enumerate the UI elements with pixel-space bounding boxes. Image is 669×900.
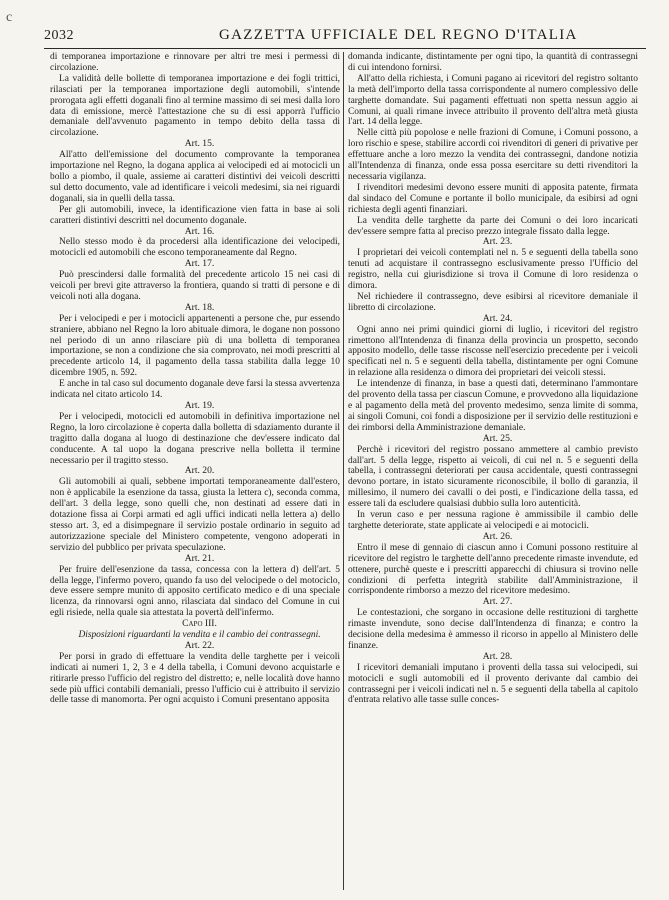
running-title: GAZZETTA UFFICIALE DEL REGNO D'ITALIA [219, 27, 578, 43]
column-divider [343, 52, 344, 890]
paragraph: Nel richiedere il contrassegno, deve esibirsi al ricevitore demaniale il libretto di circolazione. [348, 291, 638, 313]
paragraph: domanda indicante, distintamente per ogni tipo, la quantità di contrassegni di cui intendono fornirsi. [348, 52, 638, 73]
paragraph: Nelle città più popolose e nelle frazioni di Comune, i Comuni possono, a loro rischio e spese, stabilire accordi coi rivenditori di generi di privative per effettuare anche a loro mezzo la vendita dei contrassegni, dandone notizia all'Intendenza di finanza, onde essa possa esercitare su detti rivenditori la necessaria vigilanza. [348, 128, 638, 182]
paragraph: Per i velocipedi e per i motocicli appartenenti a persone che, pur essendo straniere, abbiano nel Regno la loro abituale dimora, le dogane non possono nel periodo di un anno rilasciare più di una bolletta di temporanea importazione, se non a condizione che sia comprovato, nei modi prescritti al precedente articolo 14, il pagamento della tassa stabilita dalla legge 10 dicembre 1905, n. 592. [50, 313, 340, 379]
article-heading: Art. 15. [184, 138, 215, 150]
corner-mark: c [6, 10, 13, 25]
left-column [50, 52, 340, 892]
article-heading: Art. 18. [184, 301, 215, 313]
right-column [348, 52, 638, 892]
paragraph: Può prescindersi dalle formalità del precedente articolo 15 nei casi di veicoli per brevi gite attraverso la frontiera, quando si tratti di persone e di veicoli noti alla dogana. [50, 270, 340, 302]
paragraph: Per gli automobili, invece, la identificazione vien fatta in base ai soli caratteri distintivi descritti nel documento doganale. [50, 204, 340, 226]
paragraph: Per fruire dell'esenzione da tassa, concessa con la lettera d) dell'art. 5 della legge, l'infermo povero, quando fa uso del velocipede o del motociclo, deve essere sempre munito di apposito certificato medico e di una speciale licenza, da rinnovarsi ogni anno, rilasciata dal sindaco del Comune in cui egli risiede, nella quale sia attestata la povertà dell'infermo. [50, 564, 340, 619]
paragraph: di temporanea importazione e rinnovare per altri tre mesi i permessi di circolazione. [50, 52, 340, 73]
paragraph: Per porsi in grado di effettuare la vendita delle targhette per i veicoli indicati ai numeri 1, 2, 3 e 4 della tabella, i Comuni devono acquistarle e ritirarle presso l'ufficio del registro del distretto; e, nelle località dove hanno sede più uffici contabili demaniali, presso l'ufficio cui è attribuito il servizio delle tasse di manomorta. Per ogni acquisto i Comuni presentano apposita [50, 651, 340, 706]
paragraph: Le contestazioni, che sorgano in occasione delle restituzioni di targhette rimaste invendute, sono decise dall'Intendenza di finanza; e contro la decisione della medesima è ammesso il ricorso in appello al Ministero delle finanze. [348, 608, 638, 651]
paragraph: I ricevitori demaniali imputano i proventi della tassa sui velocipedi, sui motocicli e sugli automobili ed il provento derivante dal cambio dei contrassegni per i veicoli indicati nel n. 5 e seguenti della tabella al capitolo d'entrata relativo alle tasse sulle conces- [348, 662, 638, 706]
paragraph: La vendita delle targhette da parte dei Comuni o dei loro incaricati dev'essere sempre fatta al preciso prezzo integrale fissato dalla legge. [348, 215, 638, 237]
chapter-heading: Capo III. [182, 618, 217, 630]
article-heading: Art. 23. [482, 236, 513, 248]
article-heading: Art. 27. [482, 596, 513, 608]
article-heading: Art. 16. [184, 225, 215, 237]
article-heading: Art. 26. [482, 530, 513, 542]
paragraph: I proprietari dei veicoli contemplati nel n. 5 e seguenti della tabella sono tenuti ad acquistare il contrassegno esclusivamente presso l'Ufficio del registro, nella cui giurisdizione si trova il Comune di loro residenza o dimora. [348, 248, 638, 292]
article-heading: Art. 28. [482, 650, 513, 662]
paragraph: In verun caso e per nessuna ragione è ammissibile il cambio delle targhette deteriorate, state applicate ai velocipedi e ai motocicli. [348, 510, 638, 531]
paragraph: E anche in tal caso sul documento doganale deve farsi la stessa avvertenza indicata nel citato articolo 14. [50, 379, 340, 401]
article-heading: Art. 19. [184, 400, 215, 411]
article-heading: Art. 22. [184, 639, 215, 651]
paragraph: Ogni anno nei primi quindici giorni di luglio, i ricevitori del registro rimettono all'Intendenza di finanza della provincia un prospetto, secondo apposito modello, delle tasse riscosse nell'esercizio precedente per i veicoli specificati nel n. 5 e seguenti della tabella, distintamente per ogni Comune in relazione alla residenza o dimora dei proprietari dei veicoli stessi. [348, 324, 638, 379]
paragraph: La validità delle bollette di temporanea importazione e dei fogli trittici, rilasciati per la temporanea importazione degli automobili, s'intende prorogata agli effetti doganali fino al termine massimo di sei mesi dalla loro data di emissione, mercè l'attestazione che su di essi apporrà l'ufficio demaniale dell'avvenuto pagamento in tempo debito della tassa di circolazione. [50, 73, 340, 139]
paragraph: Le intendenze di finanza, in base a questi dati, determinano l'ammontare del provento della tassa per ciascun Comune, e provvedono alla liquidazione e al pagamento della metà del provento medesimo, senza limite di somma, ai singoli Comuni, coi fondi a disposizione per il servizio delle restituzioni e dei rimborsi della Amministrazione demaniale. [348, 379, 638, 433]
paragraph: Nello stesso modo è da procedersi alla identificazione dei velocipedi, motocicli ed automobili che escono temporaneamente dal Regno. [50, 237, 340, 259]
article-heading: Art. 20. [184, 465, 215, 477]
page-header [44, 26, 646, 49]
chapter-subtitle: Disposizioni riguardanti la vendita e il cambio dei contrassegni. [78, 630, 321, 641]
paragraph: Gli automobili ai quali, sebbene importati temporaneamente dall'estero, non è applicabile la esenzione da tassa, giusta la lettera c), seconda comma, dell'art. 3 della legge, sono quelli che, non destinati ad essere dati in dotazione fissa ai Corpi armati ed agli uffici indicati nella lettera a) dello stesso art. 3, ed a disimpegnare il servizio postale ordinario in seguito ad autorizzazione speciale del Ministero competente, vengono adoperati in servizio del pubblico per privata speculazione. [50, 477, 340, 553]
paragraph: All'atto della richiesta, i Comuni pagano ai ricevitori del registro soltanto la metà dell'importo della tassa corrispondente al numero complessivo delle targhette domandate. Sui pagamenti effettuati non spetta nessun aggio ai Comuni, ai quali rimane invece attribuito il provento dell'altra metà giusta l'art. 14 della legge. [348, 73, 638, 128]
paragraph: I rivenditori medesimi devono essere muniti di apposita patente, firmata dal sindaco del Comune e portante il bollo municipale, da esibirsi ad ogni richiesta degli agenti finanziari. [348, 182, 638, 215]
paragraph: All'atto dell'emissione del documento comprovante la temporanea importazione nel Regno, la dogana applica ai velocipedi ed ai motocicli un bollo a piombo, il quale, assieme ai caratteri distintivi dei veicoli descritti sul detto documento, vale ad identificare i veicoli medesimi, sia nei riguardi doganali, sia in quelli della tassa. [50, 150, 340, 204]
paragraph: Entro il mese di gennaio di ciascun anno i Comuni possono restituire al ricevitore del registro le targhette dell'anno precedente rimaste invendute, ed ottenere, purchè queste e i prescritti apparecchi di chiusura si trovino nelle condizioni di perfetta integrità stabilite dall'Amministrazione, il corrispondente rimborso a mezzo del ricevitore medesimo. [348, 542, 638, 597]
article-heading: Art. 24. [482, 312, 513, 324]
article-heading: Art. 25. [482, 432, 513, 444]
article-heading: Art. 21. [184, 552, 215, 564]
paragraph: Perchè i ricevitori del registro possano ammettere al cambio previsto dall'art. 5 della legge, rispetto ai veicoli, di cui nel n. 5 e seguenti della tabella, i contrassegni deteriorati per causa accidentale, questi contrassegni devono portare, in istato sicuramente riconoscibile, il bollo di garanzia, il millesimo, il numero dei cavalli o dei posti, e l'indicazione della tassa, ed essere tali da escludere qualsiasi dubbio sulla loro autenticità. [348, 444, 638, 510]
page-number: 2032 [44, 28, 74, 43]
paragraph: Per i velocipedi, motocicli ed automobili in definitiva importazione nel Regno, la loro circolazione è coperta dalla bolletta di sdaziamento durante il tragitto dalla dogana al luogo di destinazione che dev'essere indicato dal conducente. A tal uopo la dogana prescrive nella bolletta il termine necessario per il tragitto stesso. [50, 411, 340, 466]
article-heading: Art. 17. [184, 258, 215, 270]
